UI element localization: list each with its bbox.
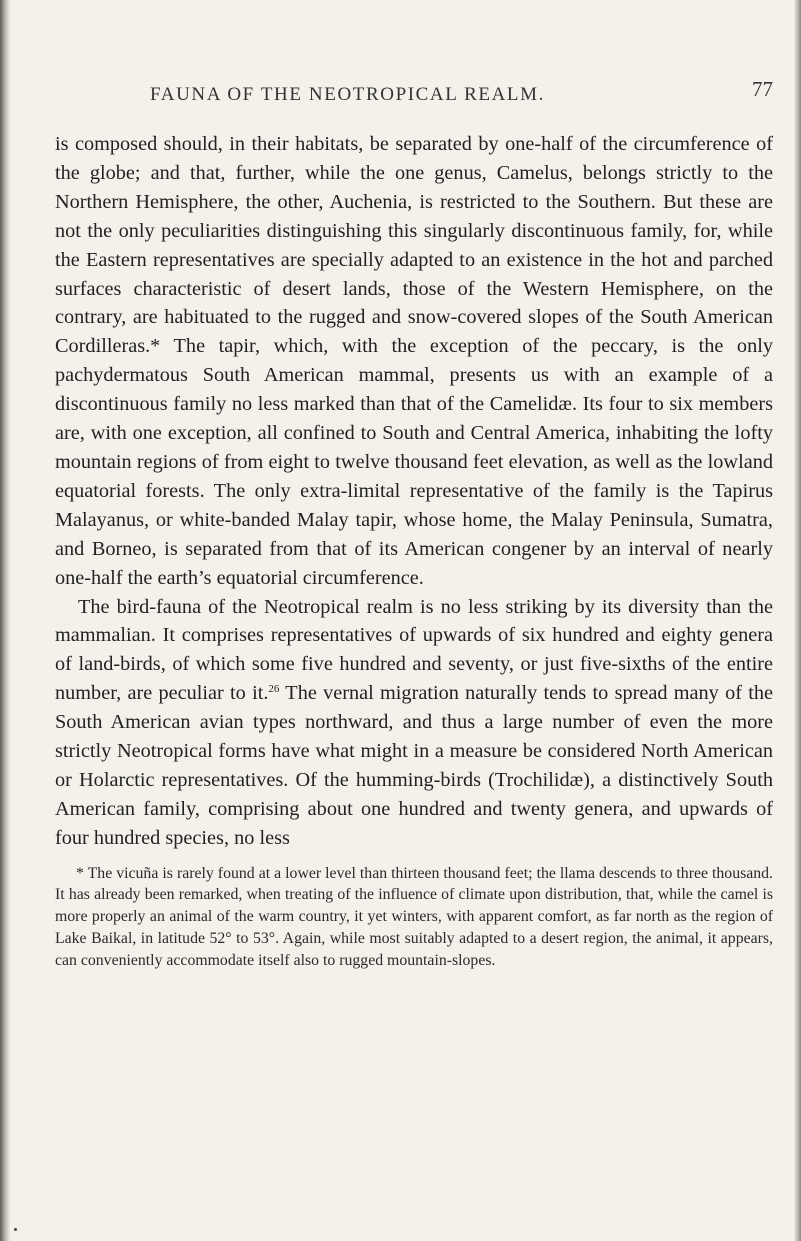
running-head — [55, 76, 773, 106]
footnote: * The vicuña is rarely found at a lower level than thirteen thousand feet; the llama descends to three thousand. It has already been remarked, when treating of the influence of climate upon distribution, that, while the camel is more properly an animal of the warm country, it yet winters, with apparent comfort, as far north as the region of Lake Baikal, in latitude 52° to 53°. Again, while most suitably adapted to a desert region, the animal, it appears, can conveniently accommodate itself also to rugged mountain-slopes. — [55, 864, 773, 969]
book-page — [55, 76, 773, 972]
ink-speck — [14, 1228, 17, 1231]
body-text — [55, 130, 773, 853]
paragraph-1-text: is composed should, in their habitats, be separated by one-half of the circumference of the globe; and that, further, while the one genus, Camelus, belongs strictly to the Northern Hemisphere, the other, Auchenia, is restricted to the Southern. But these are not the only peculiarities distinguishing this singularly discontinuous family, for, while the Eastern representatives are specially adapted to an existence in the hot and parched surfaces characteristic of desert lands, those of the Western Hemisphere, on the contrary, are habituated to the rugged and snow-covered slopes of the South American Cordilleras.* The tapir, which, with the exception of the peccary, is the only pachydermatous South American mammal, presents us with an example of a discontinuous family no less marked than that of the Camelidæ. Its four to six members are, with one exception, all confined to South and Central America, inhabiting the lofty mountain regions of from eight to twelve thousand feet elevation, as well as the lowland equatorial forests. The only extra-limital representative of the family is the Tapirus Malayanus, or white-banded Malay tapir, whose home, the Malay Peninsula, Sumatra, and Borneo, is separated from that of its American congener by an interval of nearly one-half the earth’s equatorial circumference. — [55, 133, 773, 589]
page-binding-edge — [0, 0, 10, 1241]
paragraph-2-text-b: The vernal migration naturally tends to spread many of the South American avian types northward, and thus a large number of even the more strictly Neotropical forms have what might in a measure be considered North American or Holarctic representatives. Of the humming-birds (Trochilidæ), a distinctively South American family, comprising about one hundred and twenty genera, and upwards of four hundred species, no less — [55, 682, 773, 849]
page-number: 77 — [752, 77, 773, 101]
reference-marker: 26 — [268, 683, 280, 696]
running-title: FAUNA OF THE NEOTROPICAL REALM. — [150, 84, 545, 105]
paragraph-2-text-a: The bird-fauna of the Neotropical realm is no less striking by its diversity than the mammalian. It comprises representatives of upwards of six hundred and eighty genera of land-birds, of which some five hundred and seventy, or just five-sixths of the entire number, are peculiar to it. — [55, 595, 773, 705]
page-right-edge — [794, 0, 801, 1241]
paragraph-2 — [55, 593, 773, 853]
paragraph-1 — [55, 130, 773, 593]
